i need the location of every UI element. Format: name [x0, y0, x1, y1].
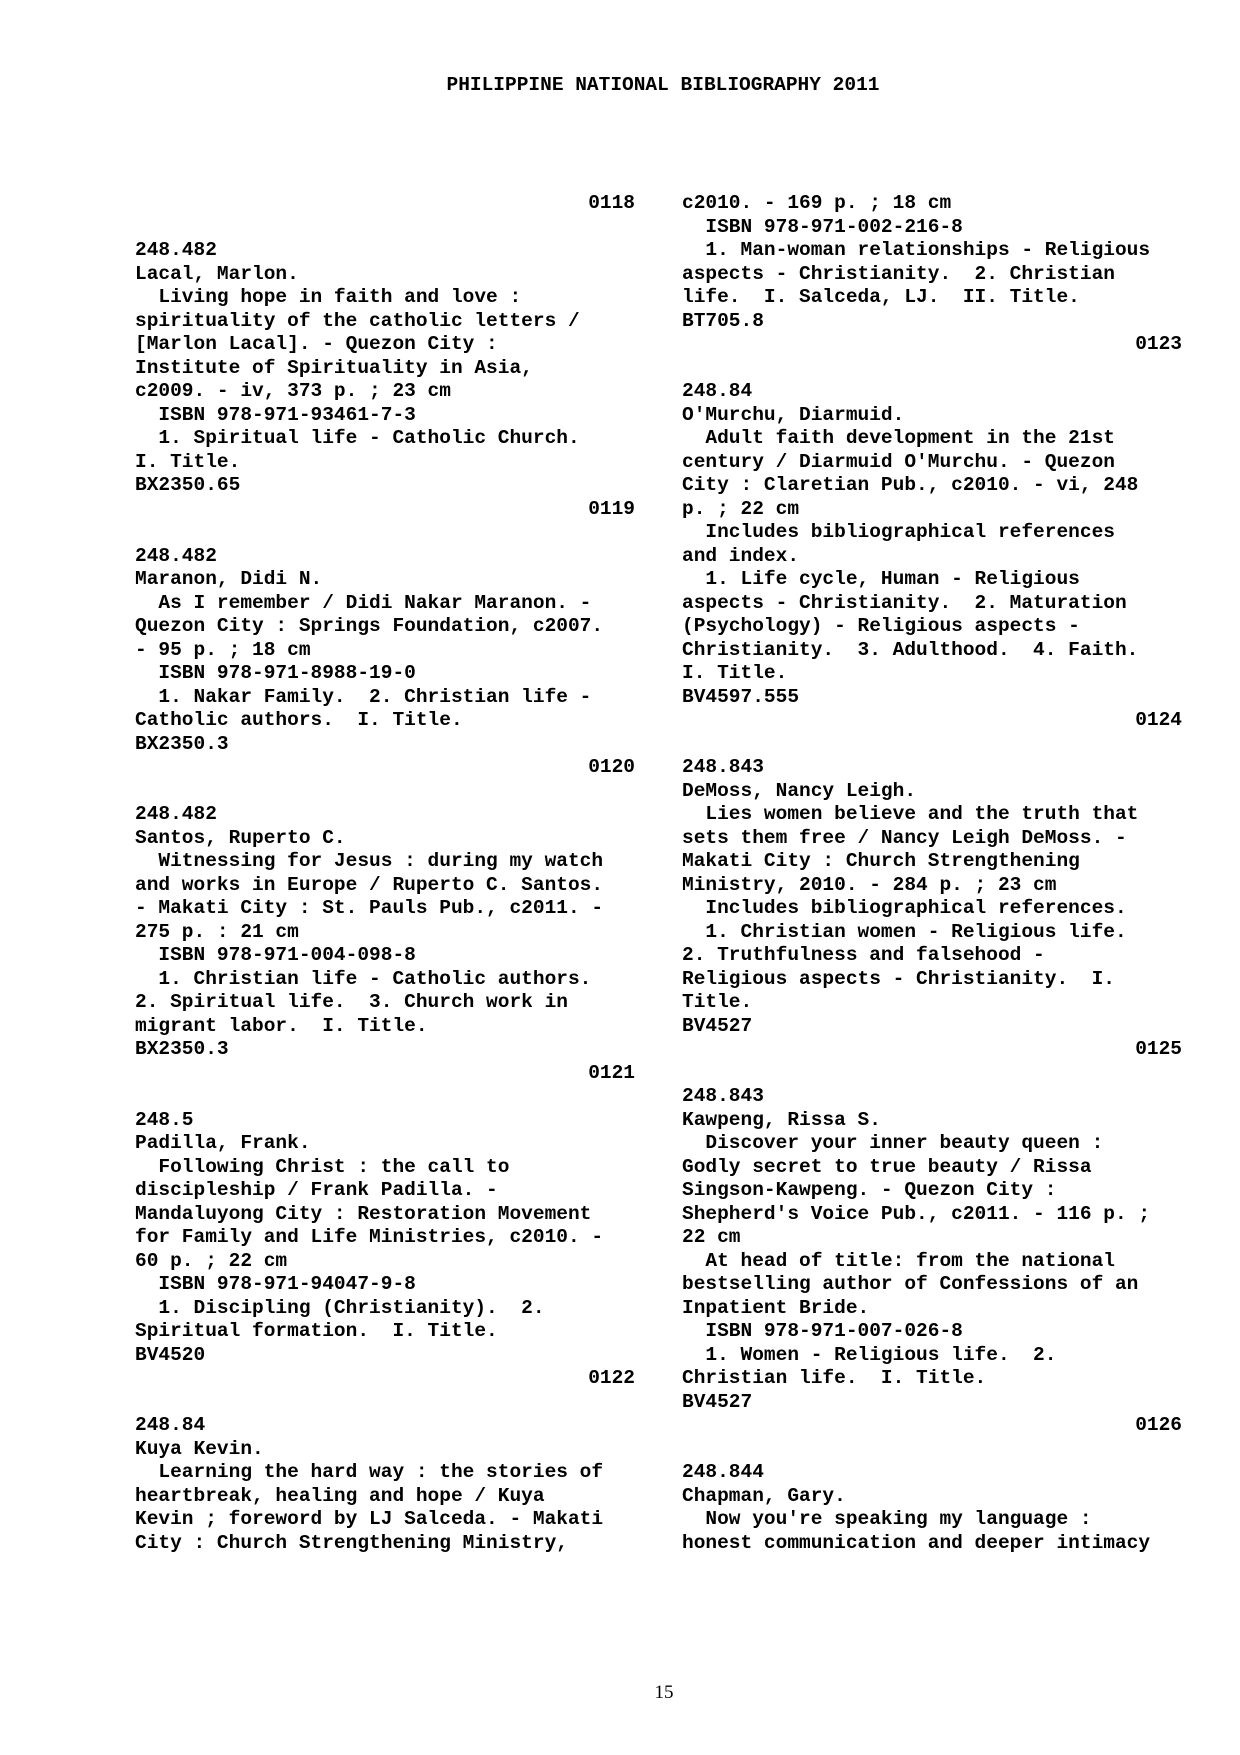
entry-line: century / Diarmuid O'Murchu. - Quezon: [682, 450, 1115, 473]
entry-line: sets them free / Nancy Leigh DeMoss. -: [682, 826, 1127, 849]
entry-line: - 95 p. ; 18 cm: [135, 638, 311, 661]
entry-line: 248.843: [682, 756, 764, 778]
entry-line: Godly secret to true beauty / Rissa: [682, 1155, 1092, 1178]
right-column: [682, 192, 1182, 1555]
entry-number: 0119: [588, 497, 635, 520]
entry-line: aspects - Christianity. 2. Christian: [682, 262, 1115, 285]
entry-line: 2. Spiritual life. 3. Church work in: [135, 991, 568, 1013]
entry-line: Santos, Ruperto C.: [135, 826, 346, 849]
entry-line: spirituality of the catholic letters /: [135, 309, 580, 332]
entry-line: Lies women believe and the truth that: [682, 803, 1139, 825]
entry-line: Maranon, Didi N.: [135, 568, 323, 590]
entry-line: 248.84: [682, 380, 753, 402]
entry-line: p. ; 22 cm: [682, 497, 800, 520]
entry-line: 1. Man-woman relationships - Religious: [682, 239, 1151, 261]
entry-line: and works in Europe / Ruperto C. Santos.: [135, 873, 604, 896]
entry-line: ISBN 978-971-94047-9-8: [135, 1273, 416, 1295]
entry-line: BX2350.3: [135, 1038, 229, 1060]
entry-line: Title.: [682, 991, 753, 1013]
entry-line: 248.482: [135, 544, 217, 567]
entry-line: [682, 357, 1182, 381]
entry-line: honest communication and deeper intimacy: [682, 1531, 1151, 1554]
page-header-title: PHILIPPINE NATIONAL BIBLIOGRAPHY 2011: [446, 74, 880, 96]
entry-line: 1. Life cycle, Human - Religious: [682, 568, 1080, 590]
entry-line: bestselling author of Confessions of an: [682, 1273, 1139, 1295]
entry-line: for Family and Life Ministries, c2010. -: [135, 1226, 604, 1248]
entry-line: 22 cm: [682, 1226, 741, 1248]
entry-line: Padilla, Frank.: [135, 1132, 311, 1154]
entry-line: Kawpeng, Rissa S.: [682, 1108, 881, 1131]
entry-number: 0123: [1135, 333, 1182, 355]
entry-number: 0118: [588, 192, 635, 214]
page-number: 15: [654, 1682, 674, 1703]
entry-line: 60 p. ; 22 cm: [135, 1249, 288, 1272]
entry-line: Singson-Kawpeng. - Quezon City :: [682, 1179, 1057, 1201]
entry-number: 0121: [588, 1061, 635, 1084]
entry-line: Mandaluyong City : Restoration Movement: [135, 1202, 592, 1225]
entry-line: Institute of Spirituality in Asia,: [135, 356, 533, 379]
entry-line: (Psychology) - Religious aspects -: [682, 615, 1080, 637]
entry-line: Spiritual formation. I. Title.: [135, 1320, 498, 1342]
entry-line: ISBN 978-971-002-216-8: [682, 215, 963, 238]
entry-line: and index.: [682, 544, 800, 567]
entry-line: [682, 1062, 1182, 1086]
entry-line: Following Christ : the call to: [135, 1155, 510, 1178]
entry-line: ISBN 978-971-007-026-8: [682, 1320, 963, 1342]
entry-line: 1. Spiritual life - Catholic Church.: [135, 427, 580, 449]
entry-line: I. Title.: [135, 450, 241, 473]
left-column: [135, 192, 635, 1555]
entry-line: Includes bibliographical references: [682, 521, 1115, 543]
entry-line: As I remember / Didi Nakar Maranon. -: [135, 591, 592, 614]
entry-line: Inpatient Bride.: [682, 1296, 870, 1319]
entry-line: Learning the hard way : the stories of: [135, 1461, 604, 1483]
entry-line: Chapman, Gary.: [682, 1484, 846, 1507]
entry-line: ISBN 978-971-93461-7-3: [135, 403, 416, 426]
entry-line: Includes bibliographical references.: [682, 897, 1127, 919]
entry-line: O'Murchu, Diarmuid.: [682, 403, 905, 426]
entry-line: Adult faith development in the 21st: [682, 427, 1115, 449]
entry-line: [135, 1391, 635, 1415]
entry-line: Discover your inner beauty queen :: [682, 1132, 1104, 1154]
entry-line: Witnessing for Jesus : during my watch: [135, 850, 604, 872]
entry-line: DeMoss, Nancy Leigh.: [682, 779, 917, 802]
entry-line: aspects - Christianity. 2. Maturation: [682, 591, 1127, 614]
entry-line: [135, 216, 635, 240]
entry-line: BV4520: [135, 1343, 206, 1366]
entry-line: Kevin ; foreword by LJ Salceda. - Makati: [135, 1508, 604, 1530]
entry-line: BX2350.3: [135, 732, 229, 755]
entry-line: I. Title.: [682, 662, 788, 684]
entry-line: 248.844: [682, 1461, 764, 1483]
entry-line: 248.482: [135, 239, 217, 261]
entry-line: Religious aspects - Christianity. I.: [682, 967, 1115, 990]
entry-line: Quezon City : Springs Foundation, c2007.: [135, 615, 604, 637]
entry-line: 248.482: [135, 803, 217, 825]
entry-line: 1. Christian life - Catholic authors.: [135, 967, 592, 990]
entry-line: Ministry, 2010. - 284 p. ; 23 cm: [682, 873, 1057, 896]
entry-line: [682, 1438, 1182, 1462]
entry-line: Makati City : Church Strengthening: [682, 850, 1080, 872]
entry-line: life. I. Salceda, LJ. II. Title.: [682, 286, 1080, 308]
entry-line: Shepherd's Voice Pub., c2011. - 116 p. ;: [682, 1202, 1151, 1225]
entry-line: 1. Women - Religious life. 2.: [682, 1343, 1057, 1366]
entry-line: BV4527: [682, 1390, 753, 1413]
entry-line: [Marlon Lacal]. - Quezon City :: [135, 333, 498, 355]
entry-line: 248.84: [135, 1414, 206, 1436]
entry-line: migrant labor. I. Title.: [135, 1014, 428, 1037]
entry-line: 275 p. : 21 cm: [135, 920, 299, 943]
entry-line: Lacal, Marlon.: [135, 262, 299, 285]
entry-number: 0120: [588, 756, 635, 778]
entry-line: Now you're speaking my language :: [682, 1508, 1092, 1530]
entry-line: Kuya Kevin.: [135, 1437, 264, 1460]
entry-line: BV4527: [682, 1014, 753, 1037]
entry-line: 1. Nakar Family. 2. Christian life -: [135, 685, 592, 708]
entry-number: 0125: [1135, 1038, 1182, 1060]
entry-line: [135, 1085, 635, 1109]
entry-line: c2009. - iv, 373 p. ; 23 cm: [135, 380, 451, 402]
entry-number: 0124: [1135, 709, 1182, 731]
entry-line: 1. Discipling (Christianity). 2.: [135, 1296, 545, 1319]
entry-number: 0122: [588, 1367, 635, 1389]
entry-line: City : Claretian Pub., c2010. - vi, 248: [682, 474, 1139, 496]
entry-line: BT705.8: [682, 309, 764, 332]
entry-line: [135, 780, 635, 804]
entry-line: City : Church Strengthening Ministry,: [135, 1531, 568, 1554]
entry-line: Catholic authors. I. Title.: [135, 709, 463, 731]
entry-line: Christianity. 3. Adulthood. 4. Faith.: [682, 638, 1139, 661]
entry-line: BX2350.65: [135, 474, 241, 496]
entry-line: c2010. - 169 p. ; 18 cm: [682, 192, 952, 214]
entry-line: ISBN 978-971-004-098-8: [135, 944, 416, 966]
entry-line: heartbreak, healing and hope / Kuya: [135, 1484, 545, 1507]
entry-line: [135, 521, 635, 545]
entry-line: At head of title: from the national: [682, 1249, 1115, 1272]
entry-line: 248.843: [682, 1085, 764, 1107]
entry-line: ISBN 978-971-8988-19-0: [135, 662, 416, 684]
entry-line: Living hope in faith and love :: [135, 286, 522, 308]
entry-line: 1. Christian women - Religious life.: [682, 920, 1127, 943]
entry-line: 248.5: [135, 1108, 194, 1131]
entry-line: - Makati City : St. Pauls Pub., c2011. -: [135, 897, 604, 919]
entry-number: 0126: [1135, 1414, 1182, 1436]
entry-line: BV4597.555: [682, 685, 800, 708]
entry-line: discipleship / Frank Padilla. -: [135, 1179, 498, 1201]
entry-line: Christian life. I. Title.: [682, 1367, 987, 1389]
entry-line: 2. Truthfulness and falsehood -: [682, 944, 1045, 966]
entry-line: [682, 733, 1182, 757]
